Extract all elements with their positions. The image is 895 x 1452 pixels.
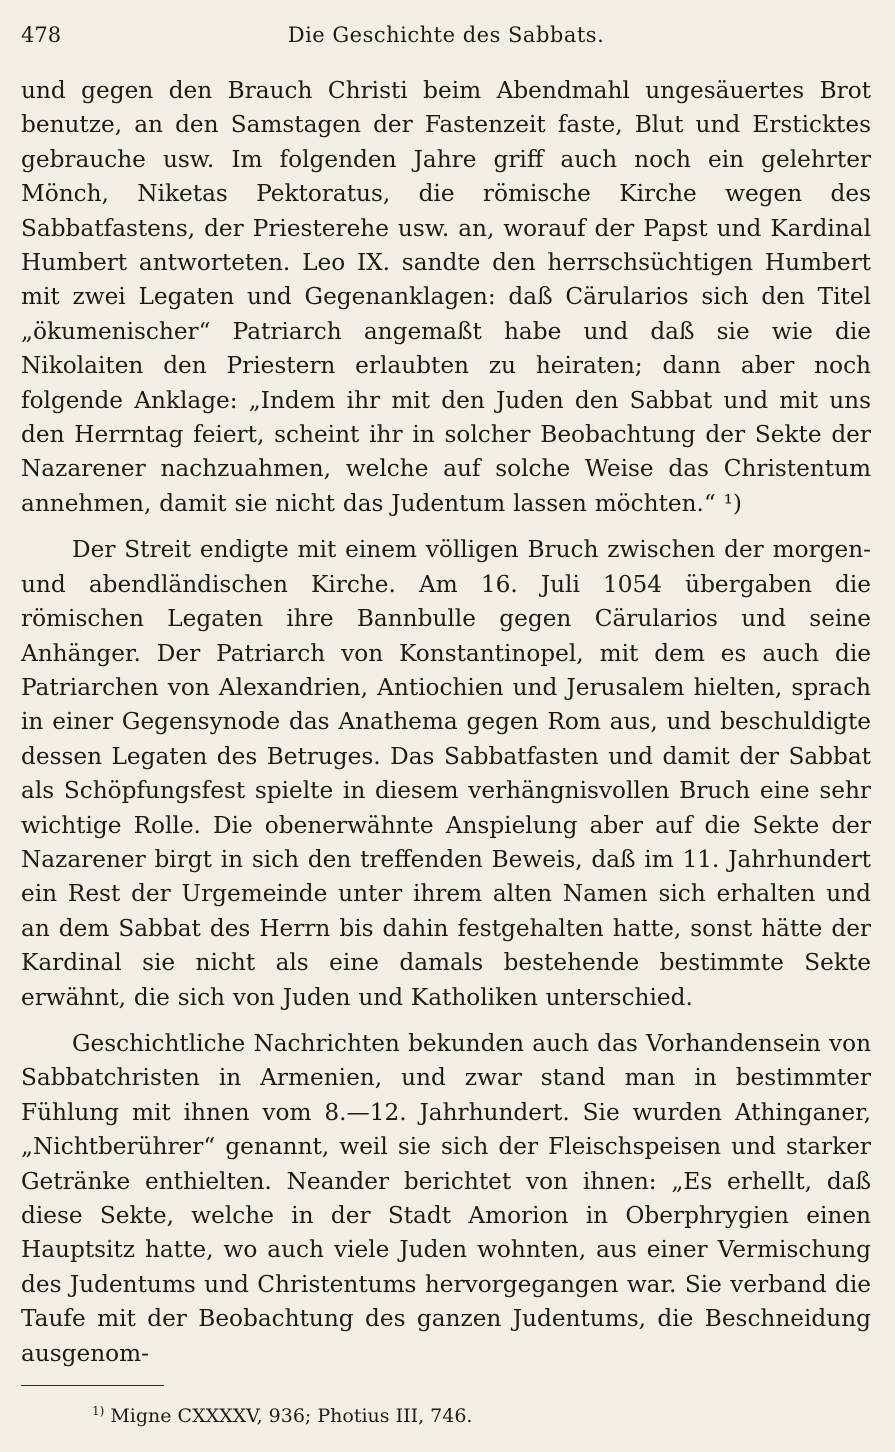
page-number: 478 bbox=[21, 23, 62, 47]
footnote bbox=[92, 1402, 472, 1430]
paragraph-1: und gegen den Brauch Christi beim Abendmahl ungesäuertes Brot benutze, an den Samstagen der Fastenzeit faste, Blut und Ersticktes gebrauche usw. Im folgenden Jahre griff auch noch ein gelehrter Mönch, Niketas Pektoratus, die römische Kirche wegen des Sabbatfastens, der Priesterehe usw. an, worauf der Papst und Kardinal Humbert antworteten. Leo IX. sandte den herrschsüchtigen Humbert mit zwei Legaten und Gegenanklagen: daß Cärularios sich den Titel „ökumenischer“ Patriarch angemaßt habe und daß sie wie die Nikolaiten den Priestern erlaubten zu heiraten; dann aber noch folgende Anklage: „Indem ihr mit den Juden den Sabbat und mit uns den Herrntag feiert, scheint ihr in solcher Beobachtung der Sekte der Nazarener nachzuahmen, welche auf solche Weise das Christentum annehmen, damit sie nicht das Judentum lassen möchten.“ ¹) bbox=[21, 77, 871, 517]
running-title: Die Geschichte des Sabbats. bbox=[287, 23, 605, 47]
footnote-text: Migne CXXXXV, 936; Photius III, 746. bbox=[110, 1405, 473, 1427]
paragraph-3: Geschichtliche Nachrichten bekunden auch das Vorhandensein von Sabbatchristen in Armenien, und zwar stand man in bestimmter Fühlung mit ihnen vom 8.—12. Jahrhundert. Sie wurden Athinganer, „Nichtberührer“ genannt, weil sie sich der Fleischspeisen und starker Getränke enthielten. Neander berichtet von ihnen: „Es erhellt, daß diese Sekte, welche in der Stadt Amorion in Oberphrygien einen Hauptsitz hatte, wo auch viele Juden wohnten, aus einer Vermischung des Judentums und Christentums hervorgegangen war. Sie verband die Taufe mit der Beobachtung des ganzen Judentums, die Beschneidung ausgenom- bbox=[21, 1029, 871, 1367]
footnote-rule bbox=[21, 1385, 164, 1386]
paragraph-2: Der Streit endigte mit einem völligen Bruch zwischen der morgen- und abendländischen Kirche. Am 16. Juli 1054 übergaben die römischen Legaten ihre Bannbulle gegen Cärularios und seine Anhänger. Der Patriarch von Konstantinopel, mit dem es auch die Patriarchen von Alexandrien, Antiochien und Jerusalem hielten, sprach in einer Gegensynode das Anathema gegen Rom aus, und beschuldigte dessen Legaten des Betruges. Das Sabbatfasten und damit der Sabbat als Schöpfungsfest spielte in diesem verhängnisvollen Bruch eine sehr wichtige Rolle. Die obenerwähnte Anspielung aber auf die Sekte der Nazarener birgt in sich den treffenden Beweis, daß im 11. Jahrhundert ein Rest der Urgemeinde unter ihrem alten Namen sich erhalten und an dem Sabbat des Herrn bis dahin festgehalten hatte, sonst hätte der Kardinal sie nicht als eine damals bestehende bestimmte Sekte erwähnt, die sich von Juden und Katholiken unterschied. bbox=[21, 536, 871, 1011]
body-text bbox=[21, 74, 871, 1371]
footnote-mark: 1) bbox=[92, 1403, 105, 1418]
page-header bbox=[21, 20, 871, 60]
